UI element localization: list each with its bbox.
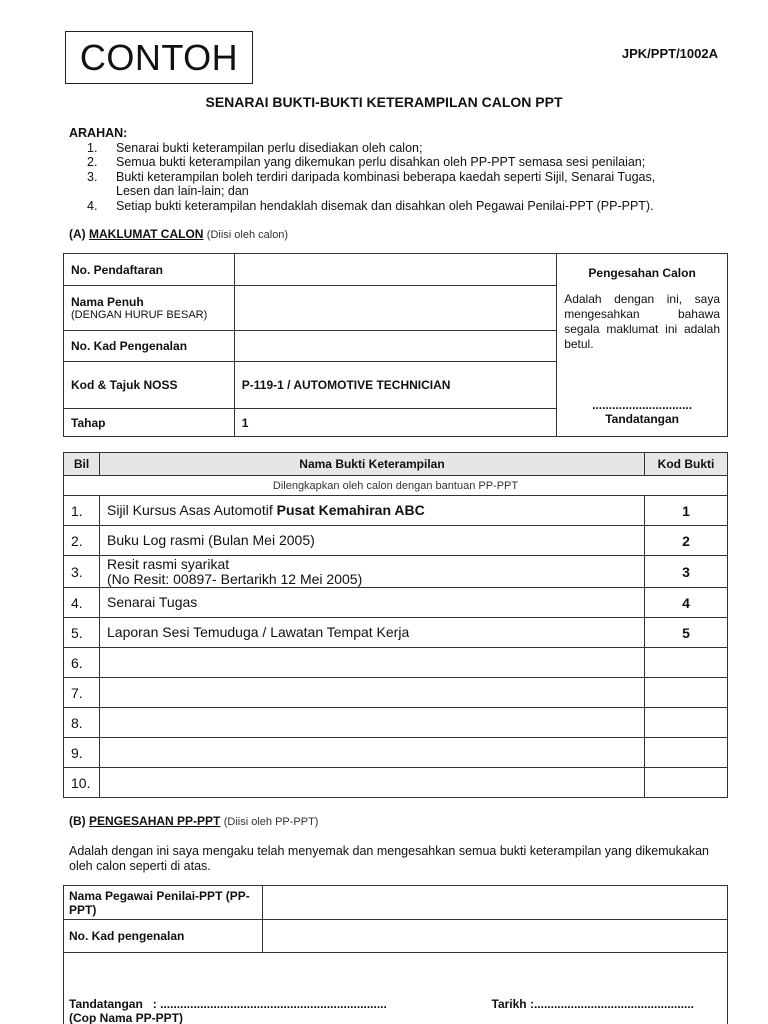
assessor-signature-field[interactable]: Tandatangan : .................................................................... [69,997,387,1011]
section-note: (Diisi oleh calon) [206,229,289,241]
registration-number-field[interactable] [234,254,556,286]
row-number: 10. [64,768,100,798]
evidence-name-cell[interactable]: Sijil Kursus Asas Automotif Pusat Kemahiran ABC [100,496,645,526]
table-note-row [64,476,728,496]
table-row [64,738,728,768]
field-label: Nama Penuh (DENGAN HURUF BESAR) [64,286,235,331]
evidence-name-cell[interactable]: Resit rasmi syarikat (No Resit: 00897- Bertarikh 12 Mei 2005) [100,556,645,588]
evidence-code-cell[interactable] [645,678,728,708]
row-number: 4. [64,588,100,618]
item-text: Semua bukti keterampilan yang dikemukan perlu disahkan oleh PP-PPT semasa sesi penilaian; [116,155,646,169]
instruction-item [69,199,739,214]
instruction-item [69,170,739,199]
row-number: 7. [64,678,100,708]
verification-heading: Pengesahan Calon [588,266,696,280]
instructions-heading: ARAHAN: [69,126,128,140]
field-label: Nama Pegawai Penilai-PPT (PP-PPT) [64,886,263,920]
ic-number-field[interactable] [234,331,556,362]
table-row [64,768,728,798]
table-row [64,648,728,678]
evidence-code-cell[interactable]: 4 [645,588,728,618]
row-number: 3. [64,556,100,588]
assessor-ic-field[interactable] [263,920,728,953]
table-row [64,886,728,920]
instructions-list [69,141,739,214]
page-title: SENARAI BUKTI-BUKTI KETERAMPILAN CALON PPT [205,94,563,110]
stamp-label: (Cop Nama PP-PPT) [69,1011,184,1024]
field-label: Kod & Tajuk NOSS [64,362,235,409]
row-number: 6. [64,648,100,678]
item-text: Bukti keterampilan boleh terdiri daripada kombinasi beberapa kaedah seperti Sijil, Senarai Tugas, Lesen dan lain-lain; dan [116,169,656,198]
table-row [64,588,728,618]
signature-line: .............................. [592,398,693,412]
assessor-name-field[interactable] [263,886,728,920]
stamp-text: CONTOH [79,36,239,78]
noss-code-field[interactable]: P-119-1 / AUTOMOTIVE TECHNICIAN [234,362,556,409]
evidence-code-cell[interactable]: 2 [645,526,728,556]
evidence-code-cell[interactable] [645,768,728,798]
col-header-bil: Bil [64,453,100,476]
table-row [64,618,728,648]
item-number: 2. [87,155,98,169]
evidence-name-cell[interactable] [100,738,645,768]
row-number: 5. [64,618,100,648]
table-row [64,526,728,556]
evidence-name-cell[interactable] [100,678,645,708]
item-number: 4. [87,198,98,213]
level-field[interactable]: 1 [234,409,556,437]
evidence-code-cell[interactable] [645,708,728,738]
instruction-item [69,141,739,156]
evidence-name-cell[interactable]: Buku Log rasmi (Bulan Mei 2005) [100,526,645,556]
assessor-table [63,885,728,1024]
assessor-declaration: Adalah dengan ini saya mengaku telah menyemak dan mengesahkan semua bukti keterampilan yang dikemukakan oleh calon seperti di atas. [69,844,709,873]
field-label: No. Kad pengenalan [64,920,263,953]
table-row [64,254,728,286]
item-number: 3. [87,169,98,184]
section-a-heading [69,227,739,243]
date-field[interactable]: Tarikh :................................................ [491,997,694,1011]
row-number: 2. [64,526,100,556]
section-prefix: (B) [69,814,86,828]
instructions [69,126,739,243]
contoh-stamp [65,31,253,84]
table-row [64,496,728,526]
row-number: 8. [64,708,100,738]
candidate-verification [557,254,728,437]
col-header-kod: Kod Bukti [645,453,728,476]
table-row [64,920,728,953]
table-row [64,556,728,588]
evidence-code-cell[interactable]: 1 [645,496,728,526]
evidence-code-cell[interactable] [645,648,728,678]
signature-label: Tandatangan [605,412,679,426]
row-number: 1. [64,496,100,526]
field-label: No. Kad Pengenalan [64,331,235,362]
table-note: Dilengkapkan oleh calon dengan bantuan PP-PPT [64,476,728,496]
evidence-name-cell[interactable] [100,708,645,738]
section-title: MAKLUMAT CALON [89,227,204,241]
table-row [64,708,728,738]
evidence-table [63,452,728,798]
candidate-signature-area[interactable] [557,398,727,426]
section-prefix: (A) [69,227,86,241]
document-code: JPK/PPT/1002A [621,46,718,61]
verification-text: Adalah dengan ini, saya mengesahkan bahawa segala maklumat ini adalah betul. [564,292,720,351]
evidence-code-cell[interactable] [645,738,728,768]
evidence-name-cell[interactable]: Laporan Sesi Temuduga / Lawatan Tempat Kerja [100,618,645,648]
row-number: 9. [64,738,100,768]
candidate-info-table [63,253,728,437]
table-header-row [64,453,728,476]
evidence-code-cell[interactable]: 3 [645,556,728,588]
field-label: No. Pendaftaran [64,254,235,286]
evidence-name-cell[interactable] [100,648,645,678]
evidence-code-cell[interactable]: 5 [645,618,728,648]
assessor-signature-area [64,953,728,1024]
table-row [64,953,728,1024]
instruction-item [69,155,739,170]
section-note: (Diisi oleh PP-PPT) [223,816,319,828]
section-title: PENGESAHAN PP-PPT [89,814,221,828]
section-b-heading [69,814,318,828]
item-text: Setiap bukti keterampilan hendaklah disemak dan disahkan oleh Pegawai Penilai-PPT (PP-PPT). [116,198,654,213]
table-row [64,678,728,708]
field-label: Tahap [64,409,235,437]
full-name-field[interactable] [234,286,556,331]
item-number: 1. [87,140,98,155]
col-header-nama: Nama Bukti Keterampilan [100,453,645,476]
item-text: Senarai bukti keterampilan perlu disediakan oleh calon; [116,140,423,155]
evidence-name-cell[interactable] [100,768,645,798]
evidence-name-cell[interactable]: Senarai Tugas [100,588,645,618]
